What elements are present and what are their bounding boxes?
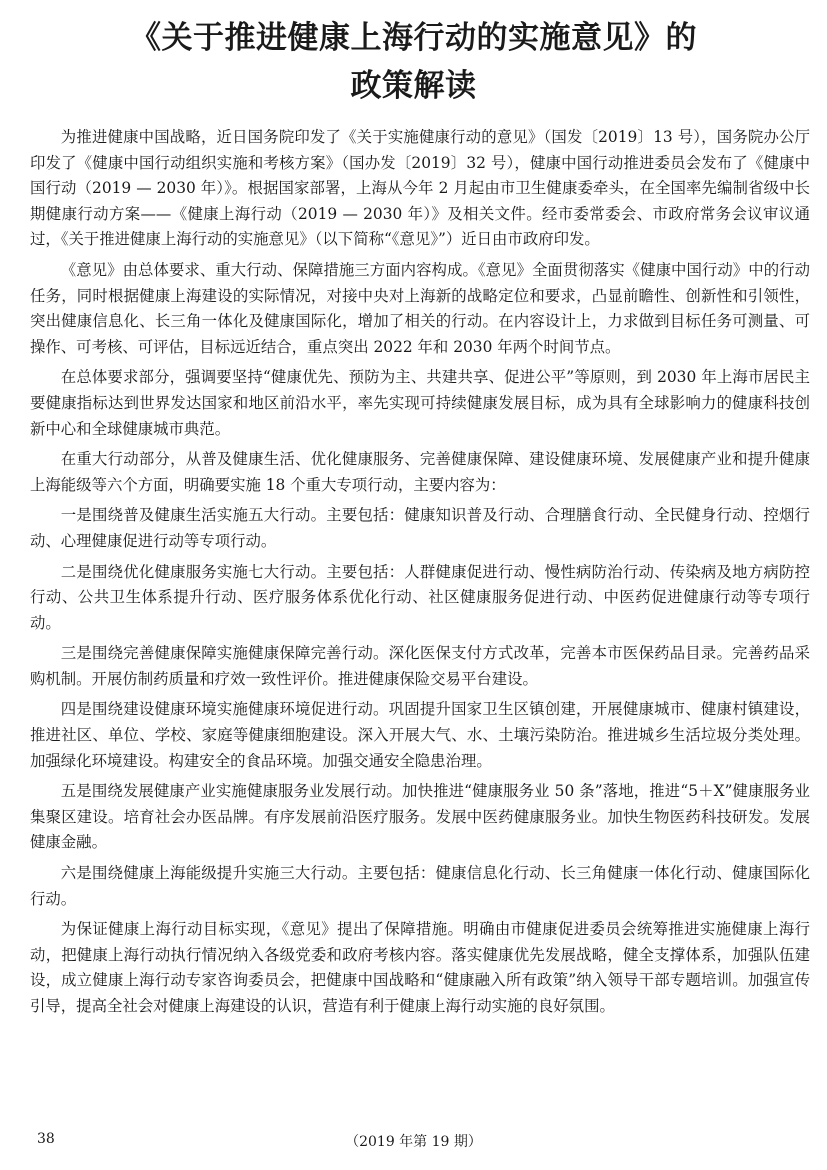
paragraph-general-requirements: 在总体要求部分，强调要坚持“健康优先、预防为主、共建共享、促进公平”等原则，到 2030 年上海市居民主要健康指标达到世界发达国家和地区前沿水平，率先实现可持续健康发展目标，成为具有全球影响力的健康科技创新中心和全球健康城市典范。: [30, 368, 810, 438]
paragraph-action-5: 五是围绕发展健康产业实施健康服务业发展行动。加快推进“健康服务业 50 条”落地，推进“5＋X”健康服务业集聚区建设。培育社会办医品牌。有序发展前沿医疗服务。发展中医药健康服务业。加快生物医药科技研发。发展健康金融。: [30, 782, 810, 852]
page-title: 《关于推进健康上海行动的实施意见》的: [130, 20, 697, 56]
paragraph-intro: 为推进健康中国战略，近日国务院印发了《关于实施健康行动的意见》（国发〔2019〕13 号），国务院办公厅印发了《健康中国行动组织实施和考核方案》（国办发〔2019〕32 号），健康中国行动推进委员会发布了《健康中国行动（2019 — 2030 年）》。根据国家部署，上海从今年 2 月起由市卫生健康委牵头，在全国率先编制省级中长期健康行动方案——《健康上海行动（2019 — 2030 年）》及相关文件。经市委常委会、市政府常务会议审议通过，《关于推进健康上海行动的实施意见》（以下简称“《意见》”）近日由市政府印发。: [30, 128, 810, 249]
paragraph-action-6: 六是围绕健康上海能级提升实施三大行动。主要包括：健康信息化行动、长三角健康一体化行动、健康国际化行动。: [30, 864, 810, 908]
paragraph-major-actions: 在重大行动部分，从普及健康生活、优化健康服务、完善健康保障、建设健康环境、发展健康产业和提升健康上海能级等六个方面，明确要实施 18 个重大专项行动，主要内容为：: [30, 450, 810, 494]
paragraph-safeguards: 为保证健康上海行动目标实现，《意见》提出了保障措施。明确由市健康促进委员会统筹推进实施健康上海行动，把健康上海行动执行情况纳入各级党委和政府考核内容。落实健康优先发展战略，健全支撑体系，加强队伍建设，成立健康上海行动专家咨询委员会，把健康中国战略和“健康融入所有政策”纳入领导干部专题培训。加强宣传引导，提高全社会对健康上海建设的认识，营造有利于健康上海行动实施的良好氛围。: [30, 920, 810, 1015]
article-body: [30, 125, 810, 1025]
paragraph-structure: 《意见》由总体要求、重大行动、保障措施三方面内容构成。《意见》全面贯彻落实《健康中国行动》中的行动任务，同时根据健康上海建设的实际情况，对接中央对上海新的战略定位和要求，凸显前瞻性、创新性和引领性，突出健康信息化、长三角一体化及健康国际化，增加了相关的行动。在内容设计上，力求做到目标任务可测量、可操作、可考核、可评估，目标远近结合，重点突出 2022 年和 2030 年两个时间节点。: [30, 260, 810, 356]
paragraph-action-2: 二是围绕优化健康服务实施七大行动。主要包括：人群健康促进行动、慢性病防治行动、传染病及地方病防控行动、公共卫生体系提升行动、医疗服务体系优化行动、社区健康服务促进行动、中医药促进健康行动等专项行动。: [30, 562, 810, 632]
issue-label: （2019 年第 19 期）: [345, 1134, 482, 1150]
paragraph-action-4: 四是围绕建设健康环境实施健康环境促进行动。巩固提升国家卫生区镇创建，开展健康城市、健康村镇建设，推进社区、单位、学校、家庭等健康细胞建设。深入开展大气、水、土壤污染防治。推进城乡生活垃圾分类处理。加强绿化环境建设。构建安全的食品环境。加强交通安全隐患治理。: [30, 700, 810, 770]
page-subtitle: 政策解读: [350, 68, 477, 104]
paragraph-action-1: 一是围绕普及健康生活实施五大行动。主要包括：健康知识普及行动、合理膳食行动、全民健身行动、控烟行动、心理健康促进行动等专项行动。: [30, 506, 810, 550]
page-number: 38: [37, 1131, 55, 1147]
paragraph-action-3: 三是围绕完善健康保障实施健康保障完善行动。深化医保支付方式改革，完善本市医保药品目录。完善药品采购机制。开展仿制药质量和疗效一致性评价。推进健康保险交易平台建设。: [30, 644, 810, 688]
